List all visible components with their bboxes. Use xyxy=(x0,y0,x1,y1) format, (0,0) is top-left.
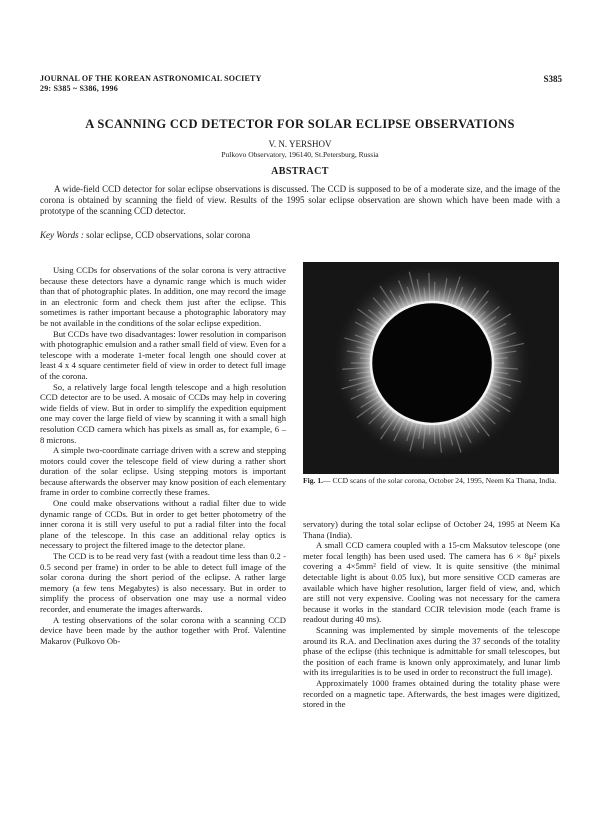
running-header xyxy=(40,74,262,94)
page-number: S385 xyxy=(543,74,562,84)
volume-info: 29: S385 ~ S386, 1996 xyxy=(40,84,118,93)
paragraph: Using CCDs for observations of the solar corona is very attractive because these detectors have a dynamic range which is much wider than that of photographic plates. In addition, one may record the image in an electronic form and check them just after the eclipse. This sometimes is rather important because a photographic laboratory may be not available in the conditions of the solar eclipse expedition. xyxy=(40,265,286,328)
paragraph: Scanning was implemented by simple movements of the telescope around its R.A. and Declination axes during the 37 seconds of the totality phase of the eclipse (this technique is admittable for small telescopes, but the position of each frame is known only approximately, and lunar limb with its irregularities is to be used in order to reconstruct the full image). xyxy=(303,624,560,678)
keywords-label: Key Words : xyxy=(40,230,84,240)
keywords-text: solar eclipse, CCD observations, solar corona xyxy=(86,230,251,240)
paragraph: A testing observations of the solar corona with a scanning CCD device have been made by the author together with Prof. Valentine Makarov (Pulkovo Ob- xyxy=(40,614,286,646)
paragraph: servatory) during the total solar eclipse of October 24, 1995 at Neem Ka Thana (India). xyxy=(303,519,560,540)
paper-title: A SCANNING CCD DETECTOR FOR SOLAR ECLIPSE OBSERVATIONS xyxy=(85,117,515,131)
figure-caption xyxy=(303,476,560,486)
journal-name: JOURNAL OF THE KOREAN ASTRONOMICAL SOCIETY xyxy=(40,74,262,83)
body-column-left xyxy=(40,265,286,646)
figure-label: Fig. 1. xyxy=(303,476,324,485)
figure-caption-text: — CCD scans of the solar corona, October 24, 1995, Neem Ka Thana, India. xyxy=(323,476,557,485)
body-column-right xyxy=(303,519,560,710)
corona-figure xyxy=(303,262,559,474)
keywords xyxy=(40,230,250,240)
abstract-text: A wide-field CCD detector for solar eclipse observations is discussed. The CCD is supposed to be of a moderate size, and the image of the corona is obtained by scanning the field of view. Results of the 1995 solar eclipse observation are shown which have been made with a prototype of the scanning CCD detector. xyxy=(40,184,560,216)
corona-image xyxy=(303,262,559,474)
author-name: V. N. YERSHOV xyxy=(268,139,332,149)
abstract-heading: ABSTRACT xyxy=(271,166,329,177)
paragraph: But CCDs have two disadvantages: lower resolution in comparison with photographic emulsion and a rather small field of view. Even for a telescope with a moderate 1-meter focal length one should cover at least 4 x 4 square centimeter field of view in order to detect full image of the corona. xyxy=(40,328,286,381)
paragraph: A simple two-coordinate carriage driven with a screw and stepping motors could cover the telescope field of view during a rather short duration of the solar eclipse. Using stepping motors is important because afterwards the observer may know position of each elementary frame in order to combine correctly these frames. xyxy=(40,445,286,498)
paragraph: A small CCD camera coupled with a 15-cm Maksutov telescope (one meter focal length) has been used used. The camera has 6 × 8μ² pixels covering a 4×5mm² field of view. It is quite sensitive (the minimal detectable light is about 0.05 lux), but more sensitive CCD cameras are available which have higher resolution, larger field of view, and, which are still not very expensive. Cooling was not necessary for the camera because it works in the standard CCIR television mode (each frame is readout during 40 ms). xyxy=(303,540,560,625)
paragraph: The CCD is to be read very fast (with a readout time less than 0.2 - 0.5 second per frame) in order to be able to detect full image of the solar corona during the short period of the eclipse. A rather large memory (a few tens Megabytes) is also necessary. But in order to simplify the process of observation one may use a normal video recorder, and enumerate the images afterwards. xyxy=(40,551,286,614)
paragraph: One could make observations without a radial filter due to wide dynamic range of CCDs. But in order to get better photometry of the inner corona it is still very useful to put a radial filter into the focal plane of the telescope. In this case an additional relay optics is necessary to project the filtered image to the detector plane. xyxy=(40,498,286,551)
paragraph: So, a relatively large focal length telescope and a high resolution CCD detector are to be used. A mosaic of CCDs may help in covering wide fields of view. But in order to simplify the expedition equipment one may cover the large field of view by scanning it with a small high resolution CCD camera which has pixels as small as, for example, 6 – 8 microns. xyxy=(40,381,286,445)
author-affiliation: Pulkovo Observatory, 196140, St.Petersburg, Russia xyxy=(221,150,379,159)
paragraph: Approximately 1000 frames obtained during the totality phase were recorded on a magnetic tape. Afterwards, the best images were digitized, stored in the xyxy=(303,677,560,710)
